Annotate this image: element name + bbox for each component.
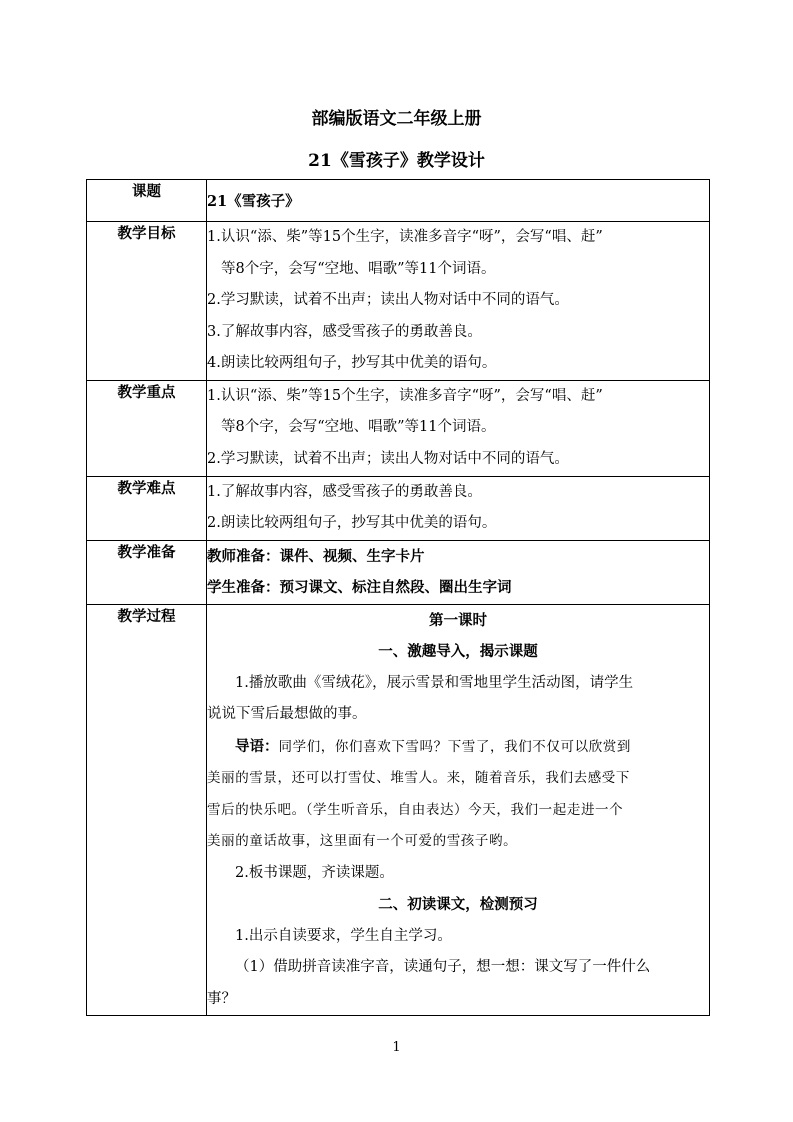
step-line: 2.板书课题，齐读课题。 (235, 864, 394, 881)
difficulty-line: 2.朗读比较两组句子，抄写其中优美的语句。 (207, 515, 497, 531)
table-row-difficulties (87, 476, 710, 540)
page-number: 1 (392, 1040, 401, 1055)
step-line: 1.播放歌曲《雪绒花》，展示雪景和雪地里学生活动图，请学生 (235, 674, 634, 691)
difficulty-line: 1.了解故事内容，感受雪孩子的勇敢善良。 (207, 483, 482, 500)
goal-line: 3.了解故事内容，感受雪孩子的勇敢善良。 (207, 323, 482, 340)
table-row-topic (87, 180, 710, 222)
goal-line: 等8个字，会写“空地、唱歌”等11个词语。 (221, 260, 496, 277)
step-line: （1）借助拼音读准字音，读通句子，想一想：课文写了一件什么 (235, 959, 651, 975)
label-preparation: 教学准备 (87, 540, 207, 604)
intro-text: 同学们，你们喜欢下雪吗？下雪了，我们不仅可以欣赏到 (278, 738, 631, 755)
intro-paragraph-line (207, 731, 709, 764)
key-point-line: 1.认识“添、柴”等15个生字，读准多音字“呀”，会写“唱、赶” (207, 387, 603, 404)
intro-paragraph-line: 美丽的童话故事，这里面有一个可爱的雪孩子哟。 (207, 833, 518, 849)
table-row-goals (87, 222, 710, 381)
table-row-key-points (87, 380, 710, 476)
step-line: 说说下雪后最想做的事。 (207, 706, 367, 722)
label-process: 教学过程 (87, 604, 207, 1016)
table-row-process (87, 604, 710, 1016)
key-point-line: 等8个字，会写“空地、唱歌”等11个词语。 (221, 419, 496, 435)
goals-content (207, 222, 710, 381)
intro-label: 导语： (235, 737, 279, 755)
process-content (207, 604, 710, 1016)
key-points-content (207, 380, 710, 476)
label-difficulties: 教学难点 (87, 476, 207, 540)
label-topic: 课题 (87, 180, 207, 222)
lesson-plan-table (86, 179, 710, 1016)
teacher-preparation: 教师准备：课件、视频、生字卡片 (207, 547, 425, 565)
label-key-points: 教学重点 (87, 380, 207, 476)
key-point-line: 2.学习默读，试着不出声；读出人物对话中不同的语气。 (207, 450, 569, 467)
value-topic: 21《雪孩子》 (207, 180, 710, 222)
section-heading: 二、初读课文，检测预习 (378, 896, 538, 913)
label-goals: 教学目标 (87, 222, 207, 381)
intro-paragraph-line: 雪后的快乐吧。（学生听音乐，自由表达）今天，我们一起走进一个 (207, 801, 624, 818)
preparation-content (207, 540, 710, 604)
lesson-title: 第一课时 (429, 611, 487, 629)
goal-line: 1.认识“添、柴”等15个生字，读准多音字“呀”，会写“唱、赶” (207, 229, 603, 245)
table-row-preparation (87, 540, 710, 604)
goal-line: 4.朗读比较两组句子，抄写其中优美的语句。 (207, 355, 497, 371)
student-preparation: 学生准备：预习课文、标注自然段、圈出生字词 (207, 579, 512, 596)
document-subtitle: 21《雪孩子》教学设计 (308, 151, 485, 171)
document-title: 部编版语文二年级上册 (311, 109, 482, 129)
intro-paragraph-line: 美丽的雪景，还可以打雪仗、堆雪人。来，随着音乐，我们去感受下 (207, 770, 630, 786)
step-line: 1.出示自读要求，学生自主学习。 (235, 927, 452, 944)
difficulties-content (207, 476, 710, 540)
section-heading: 一、激趣导入，揭示课题 (378, 643, 538, 660)
step-line: 事？ (207, 990, 236, 1007)
goal-line: 2.学习默读，试着不出声；读出人物对话中不同的语气。 (207, 292, 569, 308)
